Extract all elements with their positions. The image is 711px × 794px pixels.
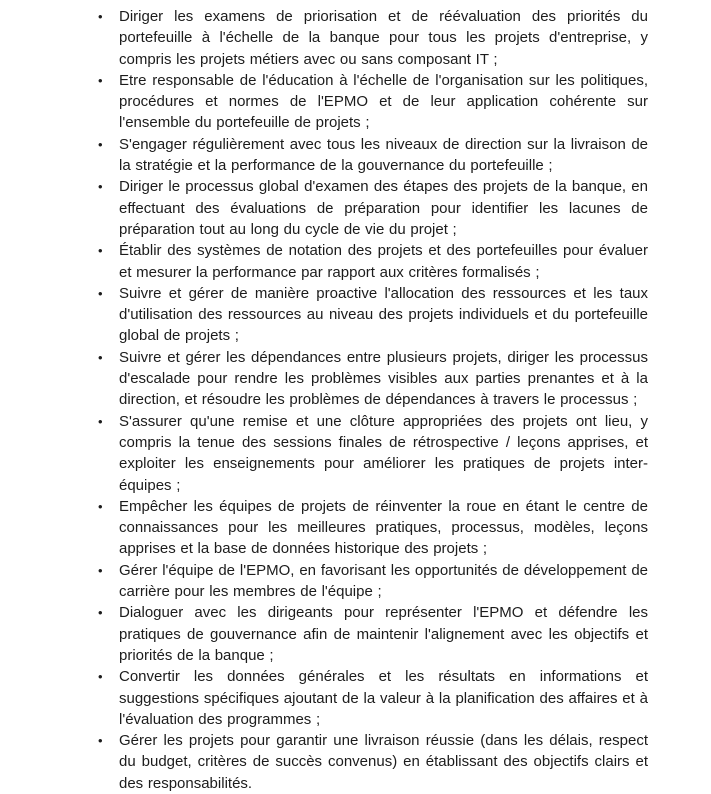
bullet-text: S'assurer qu'une remise et une clôture appropriées des projets ont lieu, y compris la tenue des sessions finales de rétrospective / leçons apprises, et exploiter les enseignements pour améliorer les pratiques de projets inter-équipes ;: [119, 412, 648, 494]
bullet-icon: •: [98, 136, 103, 152]
bullet-icon: •: [98, 605, 103, 621]
list-item: [96, 70, 648, 134]
bullet-icon: •: [98, 243, 103, 259]
list-item: [96, 602, 648, 666]
list-item: [96, 240, 648, 283]
bullet-text: Gérer l'équipe de l'EPMO, en favorisant les opportunités de développement de carrière pour les membres de l'équipe ;: [119, 561, 648, 601]
bullet-icon: •: [98, 349, 103, 365]
bullet-text: S'engager régulièrement avec tous les niveaux de direction sur la livraison de la stratégie et la performance de la gouvernance du portefeuille ;: [119, 135, 648, 175]
list-item: [96, 730, 648, 794]
bullet-text: Gérer les projets pour garantir une livraison réussie (dans les délais, respect du budget, critères de succès convenus) en établissant des objectifs clairs et des responsabilités.: [119, 732, 648, 792]
list-item: [96, 283, 648, 347]
bullet-text: Convertir les données générales et les résultats en informations et suggestions spécifiques ajoutant de la valeur à la planification des affaires et à l'évaluation des programmes ;: [119, 668, 648, 728]
list-item: [96, 347, 648, 411]
bullet-icon: •: [98, 9, 103, 24]
bullet-icon: •: [98, 562, 103, 578]
list-item: [96, 666, 648, 730]
bullet-text: Dialoguer avec les dirigeants pour représenter l'EPMO et défendre les pratiques de gouvernance afin de maintenir l'alignement avec les objectifs et priorités de la banque ;: [119, 604, 648, 664]
bullet-text: Suivre et gérer de manière proactive l'allocation des ressources et les taux d'utilisation des ressources au niveau des projets individuels et du portefeuille global de projets ;: [119, 284, 648, 345]
document-page: [96, 6, 648, 794]
bullet-text: Diriger le processus global d'examen des étapes des projets de la banque, en effectuant des évaluations de préparation pour identifier les lacunes de préparation tout au long du cycle de vie du projet ;: [119, 178, 648, 238]
bullet-list: [96, 6, 648, 794]
bullet-icon: •: [98, 669, 103, 685]
list-item: [96, 6, 648, 70]
list-item: [96, 176, 648, 240]
bullet-icon: •: [98, 285, 103, 301]
list-item: [96, 560, 648, 603]
bullet-icon: •: [98, 498, 103, 514]
bullet-text: Établir des systèmes de notation des projets et des portefeuilles pour évaluer et mesurer la performance par rapport aux critères formalisés ;: [119, 242, 648, 281]
bullet-text: Etre responsable de l'éducation à l'échelle de l'organisation sur les politiques, procédures et normes de l'EPMO et de leur application cohérente sur l'ensemble du portefeuille de projets ;: [119, 71, 648, 132]
bullet-text: Diriger les examens de priorisation et de réévaluation des priorités du portefeuille à l'échelle de la banque pour tous les projets d'entreprise, y compris les projets métiers avec ou sans composant IT ;: [119, 8, 648, 68]
list-item: [96, 134, 648, 177]
bullet-icon: •: [98, 179, 103, 195]
list-item: [96, 411, 648, 496]
bullet-icon: •: [98, 413, 103, 429]
bullet-text: Suivre et gérer les dépendances entre plusieurs projets, diriger les processus d'escalade pour rendre les problèmes visibles aux parties prenantes et à la direction, et résoudre les problèmes de dépendances à travers le processus ;: [119, 348, 648, 409]
bullet-icon: •: [98, 72, 103, 88]
bullet-icon: •: [98, 733, 103, 749]
bullet-text: Empêcher les équipes de projets de réinventer la roue en étant le centre de connaissances pour les meilleures pratiques, processus, modèles, leçons apprises et la base de données historique des projets ;: [119, 497, 648, 558]
list-item: [96, 496, 648, 560]
